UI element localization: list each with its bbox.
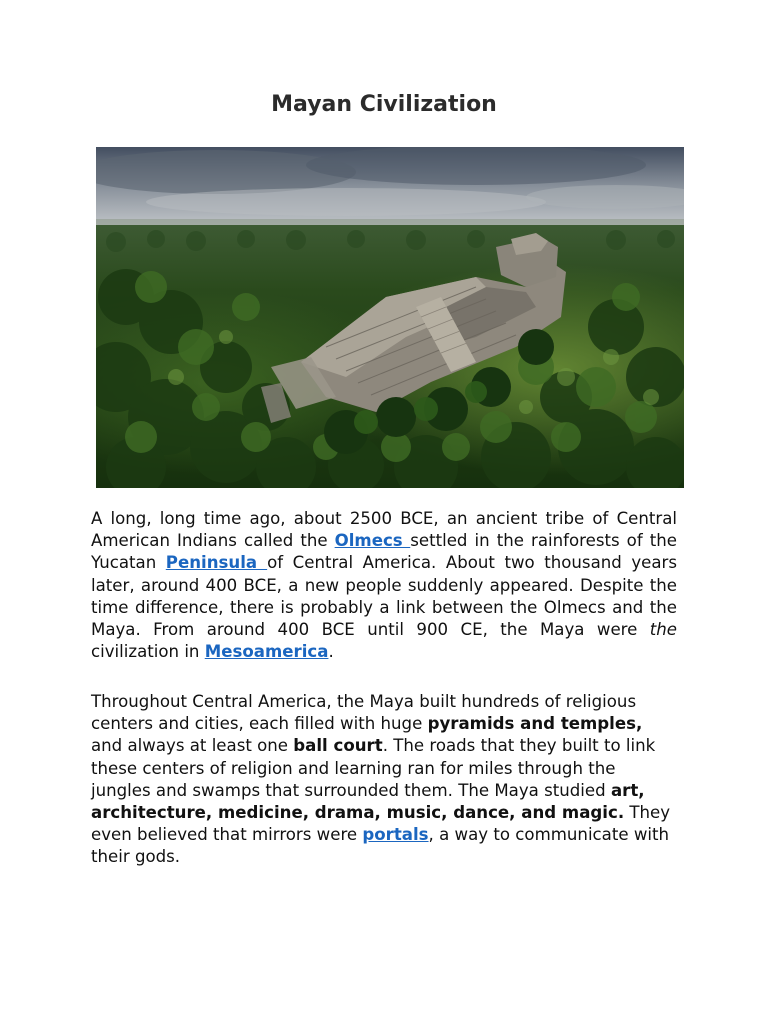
- olmecs-link[interactable]: Olmecs: [334, 531, 411, 551]
- paragraph-text: settled in the rainforests of the Yucatan: [91, 531, 677, 573]
- page-title: Mayan Civilization: [271, 92, 497, 117]
- mesoamerica-link[interactable]: Mesoamerica: [204, 642, 329, 662]
- paragraph-text: of Central America. About two thousand years later, around 400 BCE, a new people suddenly appeared. Despite the time difference, there is probably a link between the Olmecs and the Maya. From around 400 BCE until 900 CE, the Maya were: [91, 553, 677, 640]
- paragraph-text: , a way to communicate with their gods.: [91, 825, 670, 867]
- portals-link[interactable]: portals: [362, 825, 429, 845]
- paragraph-text: A long, long time ago, about 2500 BCE, an ancient tribe of Central American Indians called the: [91, 509, 677, 551]
- maya-cities-paragraph: [91, 691, 677, 869]
- paragraph-text: civilization in: [91, 642, 205, 662]
- paragraph-text: They even believed that mirrors were: [91, 803, 671, 845]
- paragraph-text: .: [328, 642, 334, 662]
- maya-pyramid-jungle-photo: [96, 147, 684, 488]
- peninsula-link[interactable]: Peninsula: [165, 553, 268, 573]
- intro-paragraph: [91, 508, 677, 663]
- bold-pyramids-temples: pyramids and temples,: [427, 714, 643, 734]
- bold-ball-court: ball court: [293, 736, 383, 756]
- paragraph-text: . The roads that they built to link these centers of religion and learning ran for miles through the jungles and swamps that surrounded them. The Maya studied: [91, 736, 656, 800]
- bold-studies-list: art, architecture, medicine, drama, music, dance, and magic.: [91, 780, 645, 823]
- paragraph-text: and always at least one: [91, 736, 294, 756]
- emphasis-the: the: [649, 620, 677, 640]
- paragraph-text: Throughout Central America, the Maya built hundreds of religious centers and cities, each filled with huge: [91, 692, 637, 734]
